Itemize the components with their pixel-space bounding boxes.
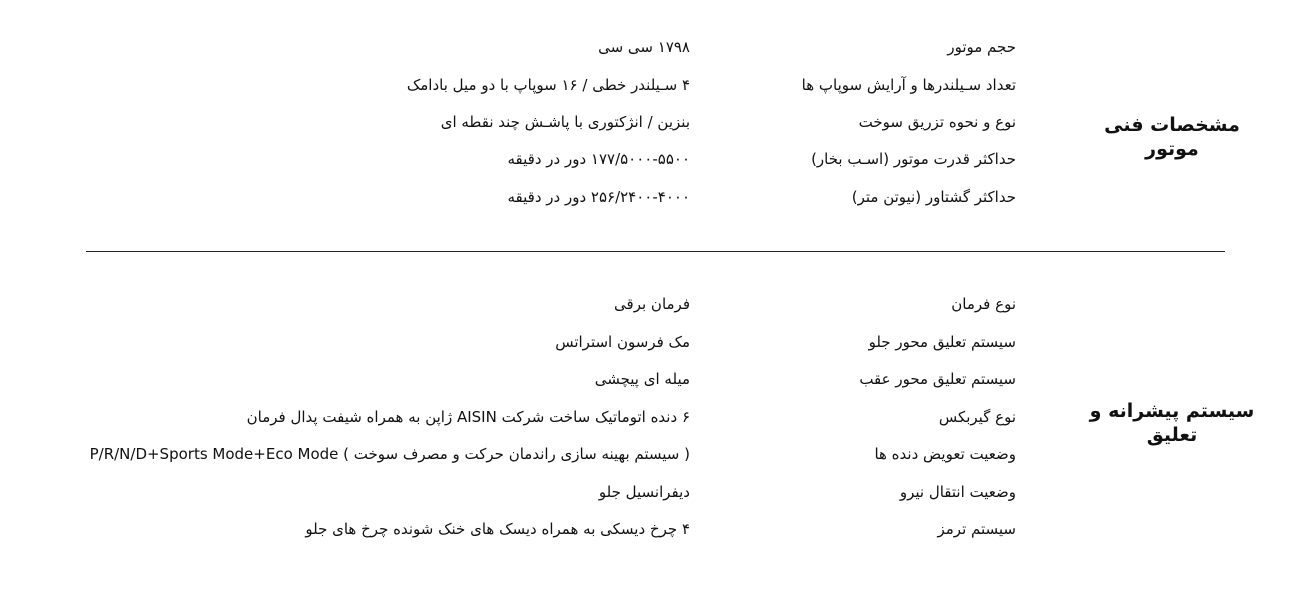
section-divider bbox=[86, 251, 1225, 252]
spec-row-gear-modes bbox=[0, 442, 1310, 466]
spec-value: بنزین / انژکتوری با پاشـش چند نقطه ای bbox=[440, 113, 690, 131]
spec-value: میله ای پیچشی bbox=[594, 370, 690, 388]
spec-label: سیستم تعلیق محور جلو bbox=[868, 333, 1016, 351]
spec-value: ۱۷۹۸ سی سی bbox=[598, 38, 690, 56]
spec-value: ۱۷۷/۵۰۰۰-۵۵۰۰ دور در دقیقه bbox=[507, 150, 690, 168]
spec-value: ۴ سـیلندر خطی / ۱۶ سوپاپ با دو میل بادامک bbox=[406, 76, 690, 94]
spec-value: ۲۵۶/۲۴۰۰-۴۰۰۰ دور در دقیقه bbox=[507, 188, 690, 206]
engine-specs-title: مشخصات فنی موتور bbox=[1104, 114, 1240, 160]
spec-value: ( سیستم بهینه سازی راندمان حرکت و مصرف سوخت ) P/R/N/D+Sports Mode+Eco Mode bbox=[89, 445, 690, 463]
spec-label: نوع فرمان bbox=[951, 295, 1016, 313]
spec-row-fuel-injection bbox=[0, 110, 1310, 134]
spec-value: دیفرانسیل جلو bbox=[598, 483, 690, 501]
spec-label: نوع گیربکس bbox=[938, 408, 1016, 426]
spec-row-front-suspension bbox=[0, 330, 1310, 354]
spec-value: مک فرسون استراتس bbox=[555, 333, 690, 351]
spec-label: وضعیت انتقال نیرو bbox=[899, 483, 1016, 501]
spec-row-brakes bbox=[0, 517, 1310, 541]
spec-value: ۶ دنده اتوماتیک ساخت شرکت AISIN ژاپن به همراه شیفت پدال فرمان bbox=[246, 408, 690, 426]
spec-label: وضعیت تعویض دنده ها bbox=[874, 445, 1016, 463]
spec-row-drive-type bbox=[0, 480, 1310, 504]
drivetrain-specs-title: سیستم پیشرانه و تعلیق bbox=[1089, 400, 1255, 446]
spec-label: سیستم تعلیق محور عقب bbox=[859, 370, 1016, 388]
spec-row-max-torque bbox=[0, 185, 1310, 209]
spec-label: حداکثر گشتاور (نیوتن متر) bbox=[851, 188, 1016, 206]
spec-value: ۴ چرخ دیسکی به همراه دیسک های خنک شونده چرخ های جلو bbox=[305, 520, 690, 538]
spec-row-cylinders bbox=[0, 73, 1310, 97]
spec-row-max-power bbox=[0, 147, 1310, 171]
spec-label: حداکثر قدرت موتور (اسـب بخار) bbox=[811, 150, 1016, 168]
spec-label: نوع و نحوه تزریق سوخت bbox=[858, 113, 1016, 131]
spec-row-steering bbox=[0, 292, 1310, 316]
spec-row-rear-suspension bbox=[0, 367, 1310, 391]
spec-label: سیستم ترمز bbox=[937, 520, 1016, 538]
spec-value: فرمان برقی bbox=[614, 295, 690, 313]
spec-row-gearbox bbox=[0, 405, 1310, 429]
spec-row-engine-volume bbox=[0, 35, 1310, 59]
spec-label: تعداد سـیلندرها و آرایش سوپاپ ها bbox=[801, 76, 1016, 94]
spec-label: حجم موتور bbox=[947, 38, 1016, 56]
